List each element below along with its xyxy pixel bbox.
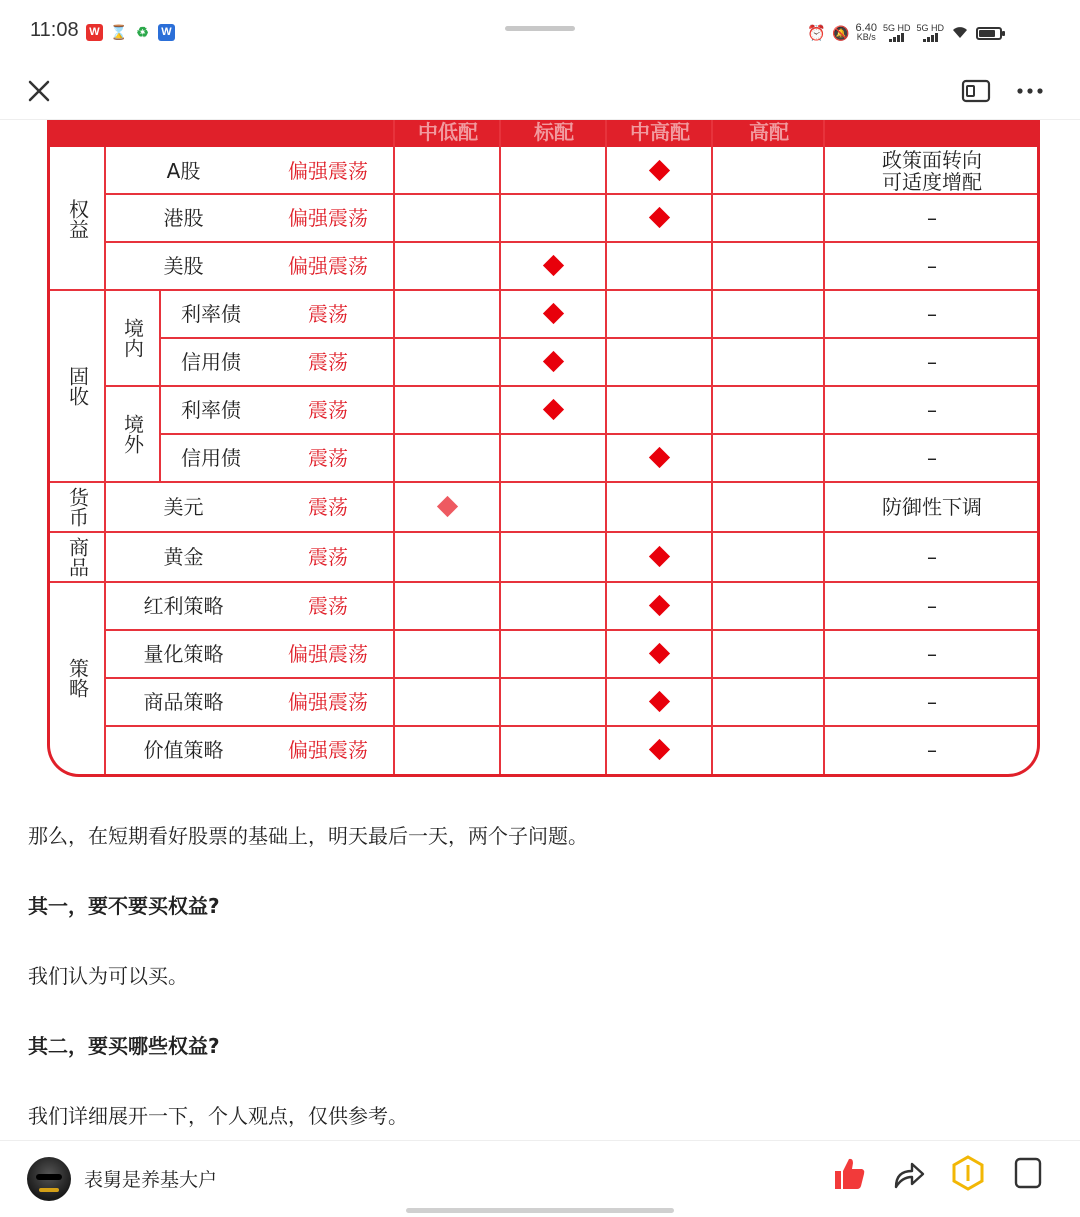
layout-toggle-button[interactable] — [960, 76, 992, 106]
question-heading: 其一，要不要买权益? — [28, 894, 220, 918]
split-view-icon — [960, 76, 992, 106]
close-icon — [24, 76, 54, 106]
trend-label: 震荡 — [308, 398, 348, 422]
allocation-marker — [542, 255, 563, 276]
signal-icon: 5G HD — [916, 24, 944, 42]
share-icon — [888, 1153, 928, 1193]
sub-group-label: 境外 — [120, 414, 145, 454]
asset-label: 信用债 — [181, 446, 241, 470]
note-label: – — [927, 594, 937, 618]
hourglass-icon: ⌛ — [110, 24, 128, 40]
battery-icon — [976, 27, 1002, 40]
allocation-marker — [648, 447, 669, 468]
allocation-marker — [648, 546, 669, 567]
asset-label: 利率债 — [181, 302, 241, 326]
article-image-table[interactable] — [30, 120, 1054, 790]
top-nav — [0, 64, 1080, 120]
paragraph: 我们认为可以买。 — [28, 964, 188, 988]
asset-label: 信用债 — [181, 350, 241, 374]
coin-icon — [948, 1153, 988, 1193]
signal-icon: 5G HD — [883, 24, 911, 42]
status-time: 11:08 — [30, 19, 79, 41]
asset-label: 红利策略 — [143, 594, 224, 618]
sub-group-label: 境内 — [120, 318, 145, 358]
paragraph: 那么，在短期看好股票的基础上，明天最后一天，两个子问题。 — [28, 824, 588, 848]
alarm-icon: ⏰ — [807, 25, 827, 42]
category-label: 权益 — [65, 198, 90, 239]
bottom-bar — [0, 1140, 1080, 1217]
recycle-icon: ♻ — [136, 24, 149, 40]
avatar[interactable] — [27, 1157, 71, 1201]
asset-label: 利率债 — [181, 398, 241, 422]
mute-icon: 🔕 — [832, 24, 850, 41]
like-button[interactable] — [829, 1153, 869, 1193]
more-button[interactable] — [1012, 76, 1048, 106]
note-label: 政策面转向 可适度增配 — [882, 147, 982, 194]
allocation-marker — [648, 643, 669, 664]
asset-label: A股 — [166, 158, 201, 183]
trend-label: 偏强震荡 — [288, 738, 368, 762]
header-label: 中高配 — [630, 120, 690, 144]
window-drag-handle[interactable] — [505, 26, 575, 31]
status-indicators — [807, 22, 1002, 44]
bookmark-button[interactable] — [1008, 1153, 1048, 1193]
asset-label: 美元 — [163, 495, 204, 519]
note-label: – — [927, 446, 937, 470]
note-label: 防御性下调 — [882, 495, 982, 519]
note-label: – — [927, 398, 937, 422]
asset-label: 量化策略 — [143, 642, 224, 666]
asset-label: 价值策略 — [143, 738, 224, 762]
trend-label: 震荡 — [308, 302, 348, 326]
wps-icon: W — [86, 24, 103, 41]
close-button[interactable] — [24, 76, 54, 106]
coin-button[interactable] — [948, 1153, 988, 1193]
thumbs-up-icon — [829, 1153, 869, 1193]
home-indicator[interactable] — [406, 1208, 674, 1213]
bookmark-icon — [1008, 1153, 1048, 1193]
asset-label: 黄金 — [163, 545, 204, 569]
trend-label: 偏强震荡 — [288, 206, 368, 230]
header-label: 高配 — [749, 120, 789, 144]
trend-label: 震荡 — [308, 446, 348, 470]
trend-label: 震荡 — [308, 545, 348, 569]
allocation-marker — [436, 496, 457, 517]
allocation-marker — [542, 351, 563, 372]
category-label: 货币 — [65, 487, 90, 527]
trend-label: 偏强震荡 — [288, 690, 368, 714]
asset-label: 美股 — [163, 254, 204, 278]
trend-label: 震荡 — [308, 350, 348, 374]
allocation-table — [47, 120, 1040, 777]
note-label: – — [927, 545, 937, 569]
trend-label: 偏强震荡 — [288, 642, 368, 666]
table-header — [50, 120, 1037, 147]
category-label: 商品 — [65, 537, 90, 577]
header-label: 标配 — [534, 120, 574, 144]
word-icon: W — [158, 24, 175, 41]
note-label: – — [927, 206, 937, 230]
category-label: 策略 — [65, 658, 90, 698]
status-bar — [0, 0, 1080, 64]
header-label: 中低配 — [418, 120, 478, 144]
note-label: – — [927, 254, 937, 278]
asset-label: 商品策略 — [143, 690, 224, 714]
trend-label: 震荡 — [308, 495, 348, 519]
more-icon — [1012, 76, 1048, 106]
question-heading: 其二，要买哪些权益? — [28, 1034, 220, 1058]
asset-label: 港股 — [163, 206, 204, 230]
category-label: 固收 — [65, 366, 90, 406]
share-button[interactable] — [888, 1153, 928, 1193]
allocation-marker — [648, 691, 669, 712]
trend-label: 震荡 — [308, 594, 348, 618]
allocation-marker — [648, 159, 669, 180]
allocation-marker — [648, 595, 669, 616]
wifi-icon — [950, 23, 970, 44]
allocation-marker — [648, 739, 669, 760]
trend-label: 偏强震荡 — [288, 158, 368, 183]
note-label: – — [927, 350, 937, 374]
paragraph: 我们详细展开一下，个人观点，仅供参考。 — [28, 1104, 408, 1128]
author-name[interactable]: 表舅是养基大户 — [84, 1169, 218, 1191]
allocation-marker — [542, 399, 563, 420]
note-label: – — [927, 690, 937, 714]
trend-label: 偏强震荡 — [288, 254, 368, 278]
note-label: – — [927, 642, 937, 666]
note-label: – — [927, 302, 937, 326]
allocation-marker — [542, 303, 563, 324]
allocation-marker — [648, 207, 669, 228]
note-label: – — [927, 738, 937, 762]
net-speed: 6.40 KB/s — [855, 22, 877, 42]
